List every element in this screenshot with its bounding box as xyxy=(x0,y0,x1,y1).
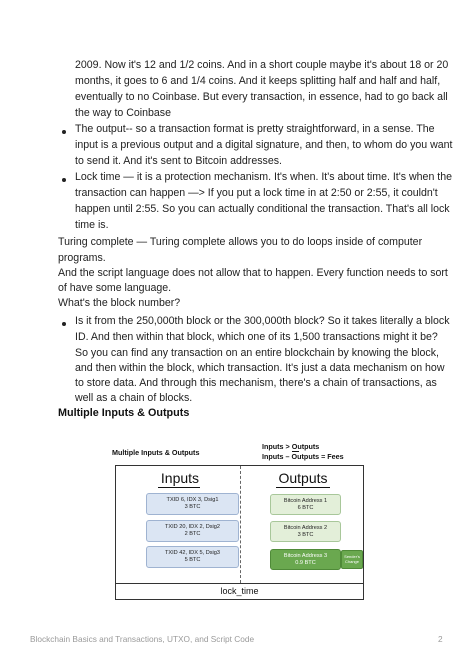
paragraph-line: What's the block number? xyxy=(58,297,181,309)
column-divider xyxy=(240,466,241,583)
paragraph-line: And the script language does not allow that to happen. Every function needs to sort xyxy=(58,267,448,279)
bullet-line: So you can find any transaction on an entire blockchain by knowing the block, xyxy=(75,347,439,359)
bullet-marker xyxy=(62,322,66,326)
bullet-line: happen until 2:55. So you can actually conditional the transaction. That's all lock xyxy=(75,203,450,215)
output-address: Bitcoin Address 2 xyxy=(283,525,328,531)
inputs-underline xyxy=(158,487,200,488)
paragraph-line: the way to Coinbase xyxy=(75,107,171,119)
output-amount: 3 BTC xyxy=(297,532,314,538)
bullet-line: to send it. And it's sent to Bitcoin addresses. xyxy=(75,155,282,167)
footer-title: Blockchain Basics and Transactions, UTXO, and Script Code xyxy=(30,634,255,644)
change-note-line: Change xyxy=(344,559,359,564)
output-box xyxy=(270,494,341,515)
outputs-label: Outputs xyxy=(278,470,328,486)
bullet-marker xyxy=(62,178,66,182)
input-amount: 5 BTC xyxy=(184,557,201,563)
diagram-rule-2: Inputs – Outputs = Fees xyxy=(262,452,344,461)
locktime-label: lock_time xyxy=(220,586,259,596)
bullet-line: input is a previous output and a digital signature, and then, to whom do you want xyxy=(75,139,453,151)
bullet-line: well as a chain of blocks. xyxy=(75,392,193,404)
section-heading: Multiple Inputs & Outputs xyxy=(58,407,190,419)
bullet-line: to store data. And through this mechanism, there's a chain of transactions, as xyxy=(75,377,437,389)
output-box-change xyxy=(270,549,341,570)
bullet-line: and then within the block, which transaction. It's just a data mechanism on how xyxy=(75,362,445,374)
input-amount: 2 BTC xyxy=(184,531,201,537)
output-address: Bitcoin Address 1 xyxy=(283,498,328,504)
output-amount: 6 BTC xyxy=(297,505,314,511)
bullet-line: transaction can happen —> If you put a lock time in at 2:50 or 2:55, it couldn't xyxy=(75,187,438,199)
paragraph-line: of have some language. xyxy=(58,282,172,294)
input-txid: TXID 42, IDX 5, Dsig3 xyxy=(164,550,221,556)
bullet-line: ID. And then within that block, which one of its 1,500 transactions might it be? xyxy=(75,331,438,343)
change-note xyxy=(341,550,363,569)
output-amount: 0.9 BTC xyxy=(295,560,316,566)
input-box xyxy=(146,520,239,542)
input-txid: TXID 20, IDX 2, Dsig2 xyxy=(164,524,221,530)
input-txid: TXID 6, IDX 3, Dsig1 xyxy=(166,497,219,503)
paragraph-line: programs. xyxy=(58,252,106,264)
diagram-rule-1: Inputs > Outputs xyxy=(262,442,320,451)
input-box xyxy=(146,546,239,568)
output-address: Bitcoin Address 3 xyxy=(283,553,328,559)
output-box xyxy=(270,521,341,542)
bullet-line: time is. xyxy=(75,219,109,231)
bullet-line: The output-- so a transaction format is pretty straightforward, in a sense. The xyxy=(75,123,435,135)
paragraph-line: 2009. Now it's 12 and 1/2 coins. And in a short couple maybe it's about 18 or 20 xyxy=(75,59,449,71)
paragraph-line: eventually to no Coinbase. But every transaction, in essence, had to go back all xyxy=(75,91,448,103)
paragraph-line: Turing complete — Turing complete allows you to do loops inside of computer xyxy=(58,236,423,248)
outputs-underline xyxy=(276,487,330,488)
change-note-line: Sender's xyxy=(344,554,360,559)
input-box xyxy=(146,493,239,515)
diagram-title: Multiple Inputs & Outputs xyxy=(112,448,200,457)
input-amount: 3 BTC xyxy=(184,504,201,510)
page-number: 2 xyxy=(438,634,443,644)
bullet-line: Lock time — it is a protection mechanism. It's when. It's about time. It's when the xyxy=(75,171,453,183)
inputs-label: Inputs xyxy=(160,470,200,486)
bullet-marker xyxy=(62,130,66,134)
bullet-line: Is it from the 250,000th block or the 300,000th block? So it takes literally a block xyxy=(75,315,450,327)
paragraph-line: months, it goes to 6 and 1/4 coins. And it keeps splitting half and half and half, xyxy=(75,75,441,87)
